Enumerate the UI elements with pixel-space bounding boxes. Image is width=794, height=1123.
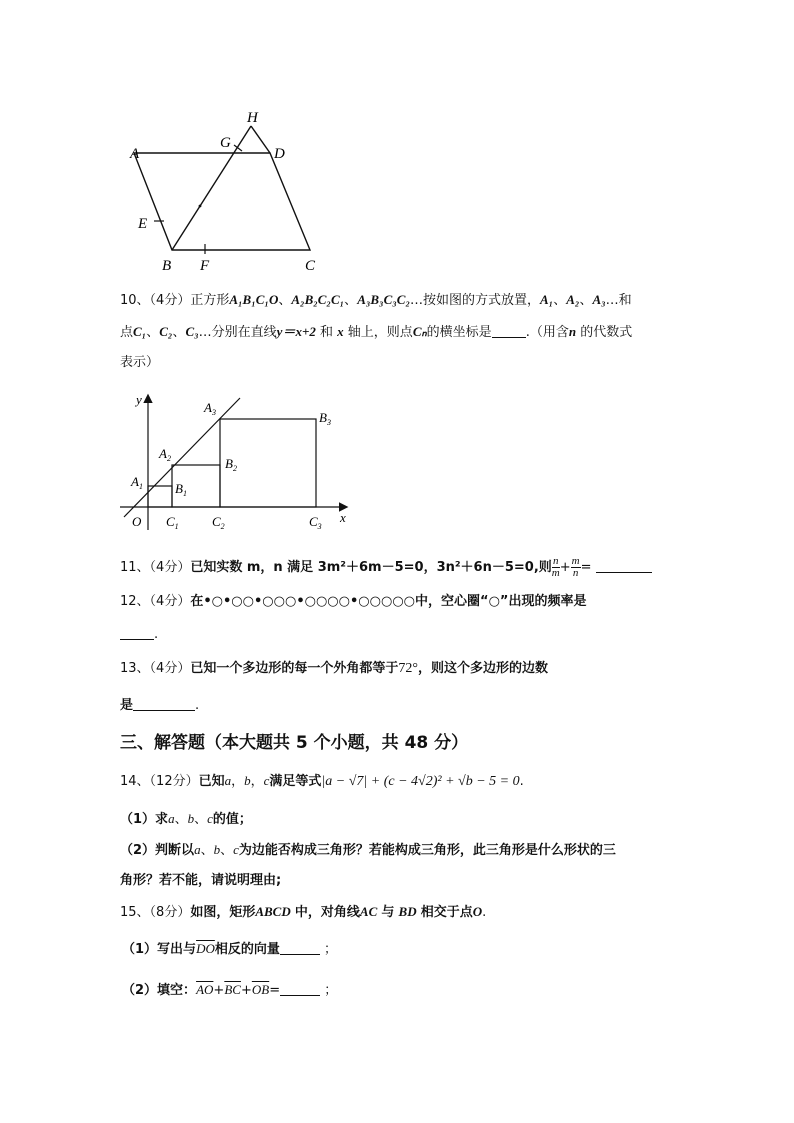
q10-line3: 表示） — [120, 355, 160, 370]
q11: 11、（4分）已知实数 m，n 满足 3m²＋6m－5=0，3n²＋6n－5=0,则 $\frac{n}{m}$ + $\frac{m}{n}$ = — [120, 556, 652, 579]
q10-line2: 点C₁、C₂、C₃…分别在直线y＝x+2 和 x 轴上，则点Cₙ的横坐标是 .（用含n 的代数式 — [120, 324, 633, 340]
answer-blank-q10[interactable] — [492, 323, 526, 338]
q14-part2-line2: 角形？若不能，请说明理由; — [120, 873, 282, 888]
q13-number: 13、（4分） — [120, 661, 191, 676]
fraction-n-over-m: $\frac{n}{m}$ — [551, 555, 560, 579]
q14-number: 14、（12分） — [120, 774, 199, 789]
q12-line1: 12、（4分）在•○•○○•○○○•○○○○•○○○○○中，空心圈“○”出现的频率是 — [120, 594, 587, 609]
q12-line2: . — [120, 625, 158, 644]
label-a2: $A_2$ — [159, 446, 171, 463]
label-c1: $C_1$ — [166, 514, 179, 531]
q11-number: 11、（4分） — [120, 560, 191, 575]
q15-number: 15、（8分） — [120, 905, 191, 920]
line-y-x-plus-2 — [124, 398, 240, 517]
label-e: E — [138, 216, 148, 232]
label-o: O — [132, 514, 142, 529]
answer-blank-q15-2[interactable] — [280, 981, 320, 996]
parallelogram-figure — [120, 100, 330, 280]
label-a: A — [130, 146, 140, 162]
q10-number: 10、（4分） — [120, 293, 191, 308]
label-b2: $B_2$ — [225, 456, 237, 473]
label-x: x — [340, 510, 346, 525]
vector-bc: $\overline{BC}$ — [224, 982, 241, 997]
fraction-m-over-n: $\frac{m}{n}$ — [571, 555, 580, 579]
q12-number: 12、（4分） — [120, 594, 191, 609]
section-heading: 三、解答题（本大题共 5 个小题，共 48 分） — [120, 733, 469, 753]
vector-ob: $\overline{OB}$ — [251, 982, 270, 997]
label-h: H — [247, 110, 258, 126]
label-b1: $B_1$ — [175, 481, 187, 498]
midpoint-dot — [199, 205, 202, 208]
parallelogram-abcd — [134, 153, 310, 250]
answer-blank-q11[interactable] — [596, 558, 652, 573]
q10-line1: 10、（4分）正方形A₁B₁C₁O、A₂B₂C₂C₁、A₃B₃C₃C₂…按如图的方式放置，A₁、A₂、A₃…和 — [120, 292, 632, 308]
q14-formula: |a − √7| + (c − 4√2)² + √b − 5 = 0 — [321, 774, 520, 789]
q14-stem: 14、（12分）已知a，b，c满足等式|a − √7| + (c − 4√2)² + √b − 5 = 0. — [120, 773, 524, 789]
answer-blank-q13[interactable] — [133, 696, 195, 711]
q14-part2-line1: （2）判断以a、b、c为边能否构成三角形？若能构成三角形，此三角形是什么形状的三 — [120, 842, 616, 858]
label-f: F — [200, 258, 210, 274]
label-a3: $A_3$ — [204, 400, 216, 417]
q13-line1: 13、（4分）已知一个多边形的每一个外角都等于72°，则这个多边形的边数 — [120, 661, 548, 676]
label-a1: $A_1$ — [131, 474, 143, 491]
q14-part1: （1）求a、b、c的值； — [120, 811, 252, 827]
segment-bh — [172, 126, 251, 250]
q13-line2: 是 . — [120, 698, 200, 713]
label-b3: $B_3$ — [319, 410, 331, 427]
label-y: y — [136, 392, 142, 407]
squares-figure — [118, 390, 358, 536]
q15-part2: （2）填空：$\overline{AO}+\overline{BC}+\overline{OB}=$ ； — [122, 982, 338, 998]
q15-part1: （1）写出与$\overline{DO}$相反的向量 ； — [122, 941, 338, 957]
label-c2: $C_2$ — [212, 514, 225, 531]
label-g: G — [220, 135, 231, 151]
label-d: D — [274, 146, 285, 162]
label-c3: $C_3$ — [309, 514, 322, 531]
vector-ao: $\overline{AO}$ — [196, 982, 214, 997]
answer-blank-q12[interactable] — [120, 625, 154, 640]
q15-stem: 15、（8分）如图，矩形ABCD 中，对角线AC 与 BD 相交于点O. — [120, 904, 487, 920]
label-c: C — [305, 258, 316, 274]
square-3 — [220, 419, 316, 507]
answer-blank-q15-1[interactable] — [280, 940, 320, 955]
label-b: B — [162, 258, 172, 274]
segment-hd — [251, 126, 270, 153]
vector-do: $\overline{DO}$ — [196, 941, 215, 956]
